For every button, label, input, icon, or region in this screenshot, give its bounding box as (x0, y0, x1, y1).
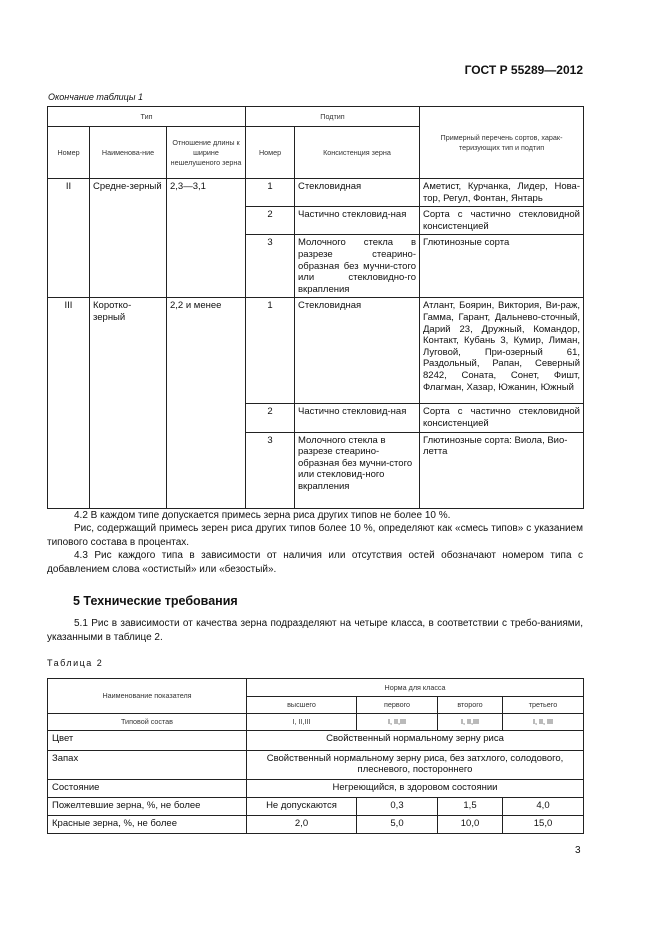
page-number: 3 (575, 845, 581, 856)
th-subtype: Подтип (246, 107, 420, 127)
th-class: второго (438, 697, 503, 714)
th-ratio: Отношение длины к ширине нешелушеного зерна (167, 127, 246, 179)
indicator-value: 5,0 (357, 815, 438, 833)
subtype-number: 2 (246, 404, 295, 432)
table2 (47, 678, 584, 834)
subtype-consistency: Стекловидная (295, 298, 420, 404)
type-composition-label: Типовой состав (48, 714, 247, 731)
indicator-value: Негреющийся, в здоровом состоянии (247, 779, 584, 797)
indicator-value: 4,0 (503, 797, 584, 815)
paragraph-4-3: 4.3 Рис каждого типа в зависимости от наличия или отсутствия остей обозначают номером типа с добавлением слова «остистый» или «безостый». (47, 550, 583, 575)
type-name: Коротко-зерный (90, 298, 167, 508)
th-name: Наименова-ние (90, 127, 167, 179)
subtype-consistency: Частично стекловид-ная (295, 404, 420, 432)
subtype-varieties: Аметист, Курчанка, Лидер, Нова-тор, Регул, Фонтан, Янтарь (420, 179, 584, 207)
type-ratio: 2,3—3,1 (167, 179, 246, 298)
paragraph-5-1: 5.1 Рис в зависимости от качества зерна подразделяют на четыре класса, в соответствии с требо-ваниями, указанными в таблице 2. (47, 618, 583, 643)
th-number: Номер (48, 127, 90, 179)
type-composition-value: I, II, III (503, 714, 584, 731)
th-class: третьего (503, 697, 584, 714)
th-class: высшего (247, 697, 357, 714)
type-composition-value: I, II,III (357, 714, 438, 731)
type-number: III (48, 298, 90, 508)
indicator-value: 2,0 (247, 815, 357, 833)
indicator-label: Запах (48, 750, 247, 779)
indicator-label: Цвет (48, 730, 247, 750)
indicator-label: Пожелтевшие зерна, %, не более (48, 797, 247, 815)
indicator-label: Красные зерна, %, не более (48, 815, 247, 833)
subtype-varieties: Атлант, Боярин, Виктория, Ви-раж, Гамма, Гарант, Дальнево-сточный, Дарий 23, Дружный, Командор, Контакт, Кубань 3, Кумир, Лиман, Луговой, При-озерный 61, Раздольный, Рапан, Северный 8242, Соната, Сонет, Фишт, Флагман, Хазар, Южанин, Южный (420, 298, 584, 404)
type-number: II (48, 179, 90, 298)
subtype-varieties: Сорта с частично стекловидной консистенцией (420, 207, 584, 235)
subtype-number: 1 (246, 179, 295, 207)
section-title: 5 Технические требования (73, 594, 238, 608)
subtype-consistency: Частично стекловид-ная (295, 207, 420, 235)
th-subnumber: Номер (246, 127, 295, 179)
type-composition-value: I, II,III (247, 714, 357, 731)
indicator-value: 0,3 (357, 797, 438, 815)
subtype-number: 3 (246, 432, 295, 508)
indicator-label: Состояние (48, 779, 247, 797)
subtype-varieties: Глютинозные сорта: Виола, Вио-летта (420, 432, 584, 508)
subtype-varieties: Глютинозные сорта (420, 235, 584, 298)
th-varieties: Примерный перечень сортов, харак-теризующих тип и подтип (420, 107, 584, 179)
subtype-consistency: Стекловидная (295, 179, 420, 207)
subtype-consistency: Молочного стекла в разрезе стеарино-образная без мучни-стого или стекловидно-го вкрапления (295, 235, 420, 298)
indicator-value: 15,0 (503, 815, 584, 833)
type-name: Средне-зерный (90, 179, 167, 298)
subtype-number: 3 (246, 235, 295, 298)
paragraph-mix: Рис, содержащий примесь зерен риса других типов более 10 %, определяют как «смесь типов» с указанием типового состава в процентах. (47, 523, 583, 548)
subtype-consistency: Молочного стекла в разрезе стеарино-образная без мучни-стого или стекловид-ного вкрапления (295, 432, 420, 508)
subtype-varieties: Сорта с частично стекловидной консистенцией (420, 404, 584, 432)
indicator-value: Свойственный нормальному зерну риса, без затхлого, солодового, плесневого, постороннего (247, 750, 584, 779)
indicator-value: 1,5 (438, 797, 503, 815)
table1-caption: Окончание таблицы 1 (48, 92, 143, 102)
table2-caption: Таблица 2 (47, 658, 104, 668)
indicator-value: 10,0 (438, 815, 503, 833)
th-consistency: Консистенция зерна (295, 127, 420, 179)
th-indicator: Наименование показателя (48, 679, 247, 714)
type-composition-value: I, II,III (438, 714, 503, 731)
indicator-value: Свойственный нормальному зерну риса (247, 730, 584, 750)
th-class: первого (357, 697, 438, 714)
th-type: Тип (48, 107, 246, 127)
type-ratio: 2,2 и менее (167, 298, 246, 508)
standard-header: ГОСТ Р 55289—2012 (464, 63, 583, 77)
subtype-number: 2 (246, 207, 295, 235)
th-norm: Норма для класса (247, 679, 584, 697)
indicator-value: Не допускаются (247, 797, 357, 815)
table1 (47, 106, 584, 509)
subtype-number: 1 (246, 298, 295, 404)
paragraph-4-2: 4.2 В каждом типе допускается примесь зерна риса других типов не более 10 %. (74, 510, 451, 521)
